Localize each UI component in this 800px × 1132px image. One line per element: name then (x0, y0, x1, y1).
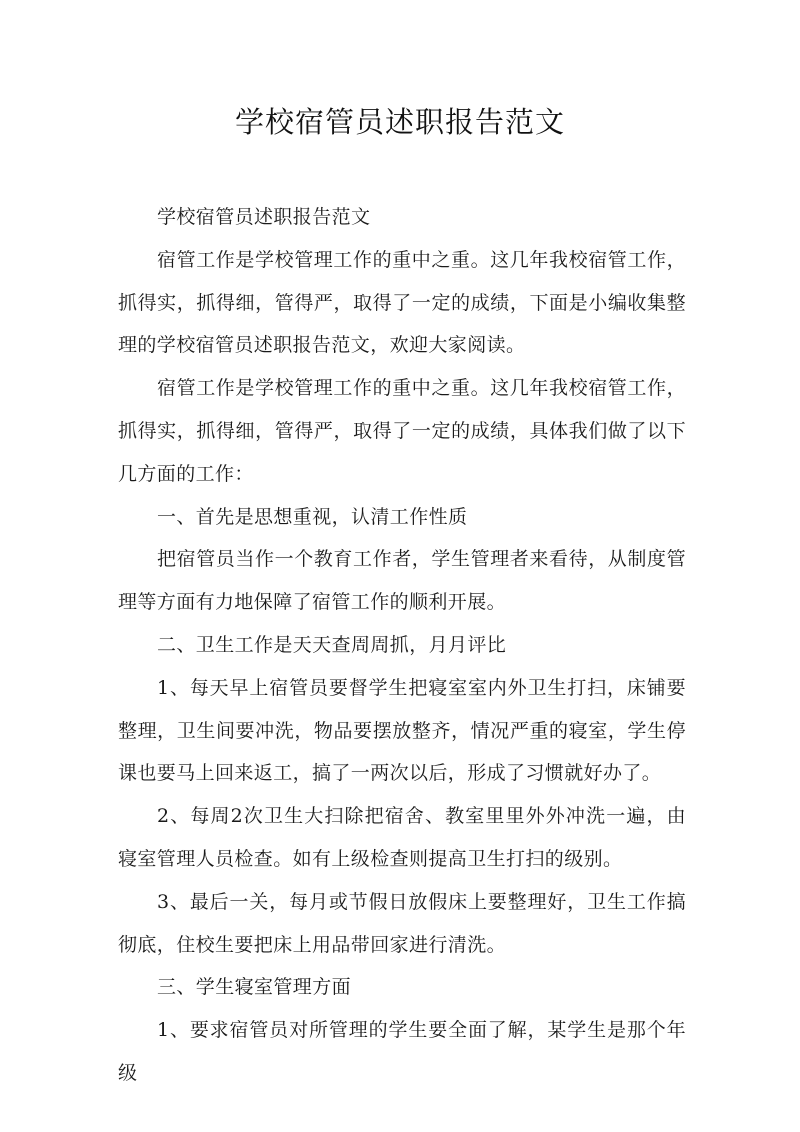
section-heading-3: 三、学生寝室管理方面 (157, 976, 352, 999)
paragraph-item-3-1: 1、要求宿管员对所管理的学生要全面了解，某学生是那个年级 (118, 1019, 686, 1084)
document-body (118, 196, 686, 1095)
paragraph-item-2-3: 3、最后一关，每月或节假日放假床上要整理好，卫生工作搞彻底，住校生要把床上用品带回家进行清洗。 (118, 890, 686, 956)
paragraph-intro: 宿管工作是学校管理工作的重中之重。这几年我校宿管工作，抓得实，抓得细，管得严，取得了一定的成绩，下面是小编收集整理的学校宿管员述职报告范文，欢迎大家阅读。 (118, 248, 686, 357)
paragraph-subtitle: 学校宿管员述职报告范文 (157, 206, 371, 228)
paragraph-item-2-1: 1、每天早上宿管员要督学生把寝室室内外卫生打扫，床铺要整理，卫生间要冲洗，物品要摆放整齐，情况严重的寝室，学生停课也要马上回来返工，搞了一两次以后，形成了习惯就好办了。 (118, 676, 686, 785)
document-title: 学校宿管员述职报告范文 (234, 105, 565, 139)
paragraph-item-2-2: 2、每周2次卫生大扫除把宿舍、教室里里外外冲洗一遍，由寝室管理人员检查。如有上级检查则提高卫生打扫的级别。 (118, 805, 686, 870)
section-heading-2: 二、卫生工作是天天查周周抓，月月评比 (157, 633, 507, 656)
paragraph-section-1: 把宿管员当作一个教育工作者，学生管理者来看待，从制度管理等方面有力地保障了宿管工作的顺利开展。 (118, 548, 686, 614)
section-heading-1: 一、首先是思想重视，认清工作性质 (157, 505, 468, 528)
paragraph-overview: 宿管工作是学校管理工作的重中之重。这几年我校宿管工作，抓得实，抓得细，管得严，取得了一定的成绩，具体我们做了以下几方面的工作： (118, 377, 686, 485)
